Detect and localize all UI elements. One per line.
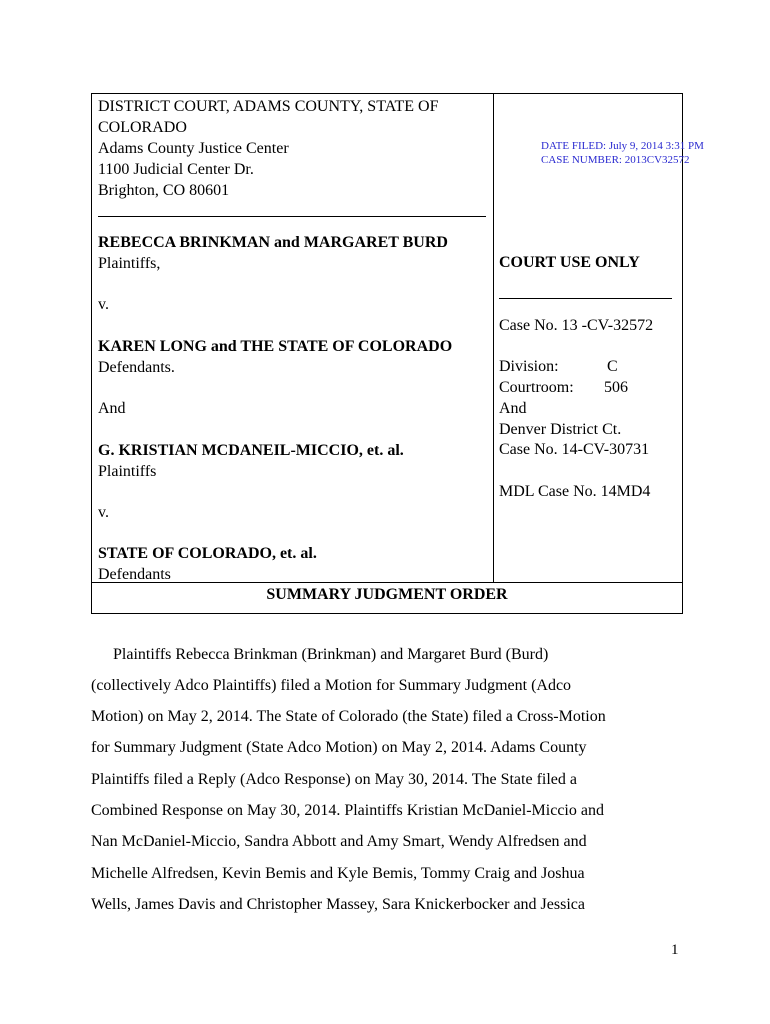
caption-horizontal-divider [92,582,682,583]
body-line: Michelle Alfredsen, Kevin Bemis and Kyle Bemis, Tommy Craig and Joshua [91,865,585,882]
versus-2: v. [98,504,109,521]
case-caption-box [91,93,704,614]
courtroom-value: 506 [604,379,628,396]
filing-stamp [541,139,704,167]
versus-1: v. [98,296,109,313]
body-line: Plaintiffs filed a Reply (Adco Response) on May 30, 2014. The State filed a [91,771,577,788]
defendants-names-1: KAREN LONG and THE STATE OF COLORADO [98,338,453,355]
caption-left-rule [98,216,486,217]
body-line: (collectively Adco Plaintiffs) filed a Motion for Summary Judgment (Adco [91,677,572,694]
body-line: Nan McDaniel-Miccio, Sandra Abbott and Amy Smart, Wendy Alfredsen and [91,833,587,850]
court-name-line1: DISTRICT COURT, ADAMS COUNTY, STATE OF [98,98,439,115]
court-use-only-label: COURT USE ONLY [499,254,640,271]
defendants-names-2: STATE OF COLORADO, et. al. [98,545,317,562]
court-name-line2: COLORADO [98,119,187,136]
division-label: Division: [499,358,559,375]
body-line: Combined Response on May 30, 2014. Plaintiffs Kristian McDaniel-Miccio and [91,802,604,819]
caption-vertical-divider [493,94,494,582]
body-line: Plaintiffs Rebecca Brinkman (Brinkman) and Margaret Burd (Burd) [113,646,549,663]
court-address-line1: Adams County Justice Center [98,140,289,157]
filing-stamp-case-number: CASE NUMBER: 2013CV32572 [541,154,690,166]
case-number: Case No. 13 -CV-32572 [499,317,654,334]
order-title: SUMMARY JUDGMENT ORDER [266,586,508,603]
denver-court: Denver District Ct. [499,421,622,438]
division-value: C [607,358,618,375]
body-line: Wells, James Davis and Christopher Massey, Sara Knickerbocker and Jessica [91,896,585,913]
page-number: 1 [671,942,679,958]
mdl-case-number: MDL Case No. 14MD4 [499,483,651,500]
plaintiffs-names-1: REBECCA BRINKMAN and MARGARET BURD [98,234,448,251]
body-line: Motion) on May 2, 2014. The State of Colorado (the State) filed a Cross-Motion [91,708,606,725]
courtroom-label: Courtroom: [499,379,574,396]
caption-right-rule [499,298,672,299]
plaintiffs-role-1: Plaintiffs, [98,255,161,272]
court-address-line3: Brighton, CO 80601 [98,182,230,199]
plaintiffs-names-2: G. KRISTIAN MCDANEIL-MICCIO, et. al. [98,442,404,459]
and-right: And [499,400,527,417]
body-line: for Summary Judgment (State Adco Motion) on May 2, 2014. Adams County [91,739,587,756]
plaintiffs-role-2: Plaintiffs [98,463,157,480]
case-number-2: Case No. 14-CV-30731 [499,441,650,458]
court-address-line2: 1100 Judicial Center Dr. [98,161,254,178]
defendants-role-1: Defendants. [98,359,175,376]
defendants-role-2: Defendants [98,566,171,583]
filing-stamp-date: DATE FILED: July 9, 2014 3:31 PM [541,140,704,152]
and-separator: And [98,400,126,417]
